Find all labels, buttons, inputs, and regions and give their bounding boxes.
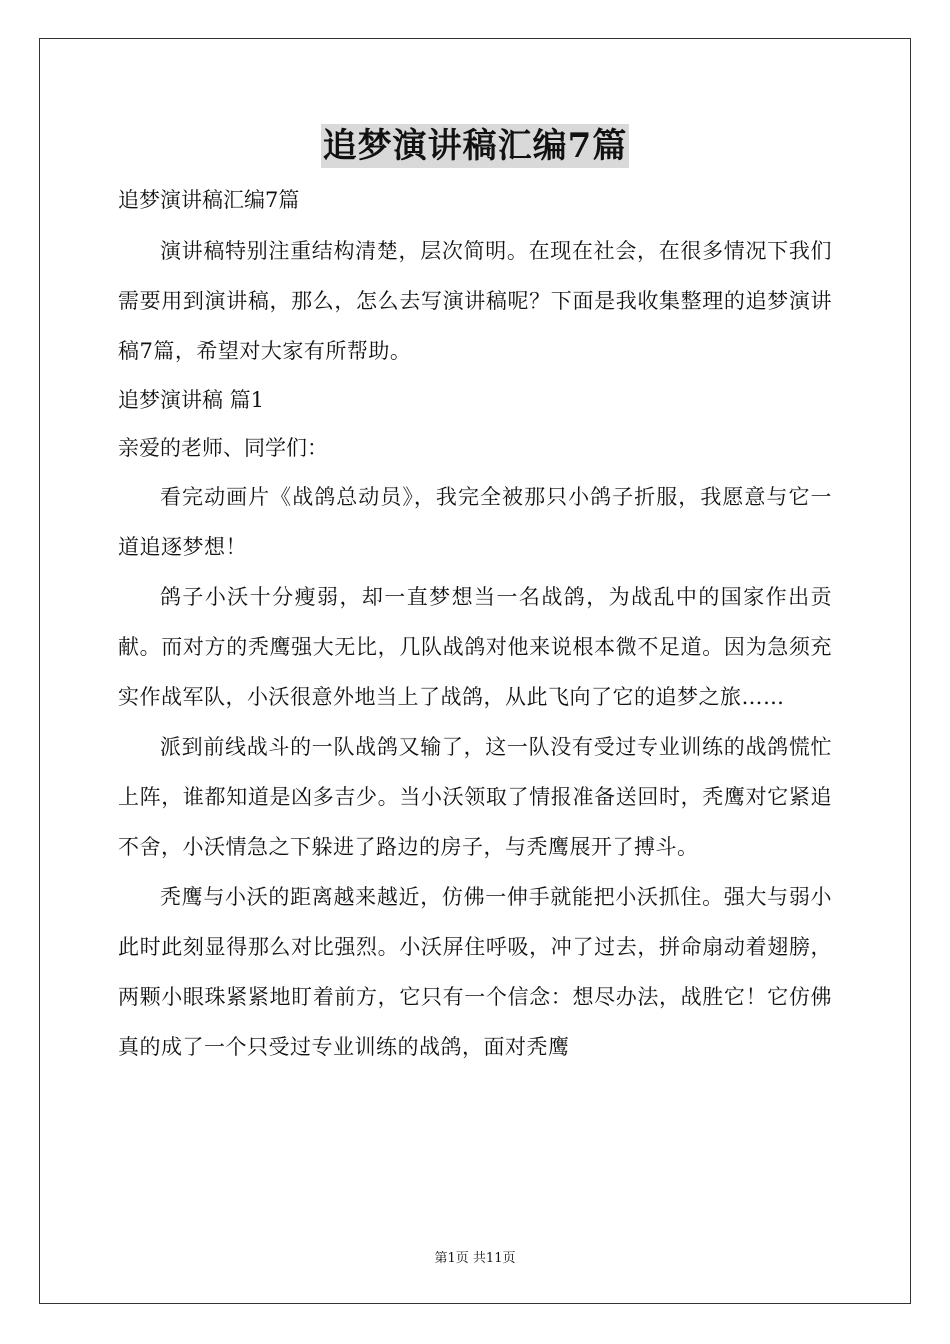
body-paragraph: 看完动画片《战鸽总动员》，我完全被那只小鸽子折服，我愿意与它一道追逐梦想！	[118, 485, 832, 559]
section-heading: 追梦演讲稿 篇1	[118, 388, 265, 412]
body-paragraph: 秃鹰与小沃的距离越来越近，仿佛一伸手就能把小沃抓住。强大与弱小此时此刻显得那么对比强烈。小沃屏住呼吸，冲了过去，拼命扇动着翅膀，两颗小眼珠紧紧地盯着前方，它只有一个信念：想尽办法，战胜它！它仿佛真的成了一个只受过专业训练的战鸽，面对秃鹰	[118, 885, 832, 1059]
document-title: 追梦演讲稿汇编7篇	[322, 126, 628, 166]
body-paragraph: 鸽子小沃十分瘦弱，却一直梦想当一名战鸽，为战乱中的国家作出贡献。而对方的秃鹰强大无比，几队战鸽对他来说根本微不足道。因为急须充实作战军队，小沃很意外地当上了战鸽，从此飞向了它的追梦之旅……	[118, 585, 832, 709]
page-number-footer: 第1页 共11页	[434, 1251, 516, 1266]
document-body	[118, 176, 832, 1072]
salutation: 亲爱的老师、同学们：	[118, 436, 328, 460]
title-container	[0, 124, 950, 168]
document-subtitle: 追梦演讲稿汇编7篇	[118, 188, 300, 212]
intro-paragraph: 演讲稿特别注重结构清楚，层次简明。在现在社会，在很多情况下我们需要用到演讲稿，那么，怎么去写演讲稿呢？下面是我收集整理的追梦演讲稿7篇，希望对大家有所帮助。	[118, 239, 832, 363]
body-paragraph: 派到前线战斗的一队战鸽又输了，这一队没有受过专业训练的战鸽慌忙上阵，谁都知道是凶多吉少。当小沃领取了情报准备送回时，秃鹰对它紧追不舍，小沃情急之下躲进了路边的房子，与秃鹰展开了搏斗。	[118, 735, 832, 859]
